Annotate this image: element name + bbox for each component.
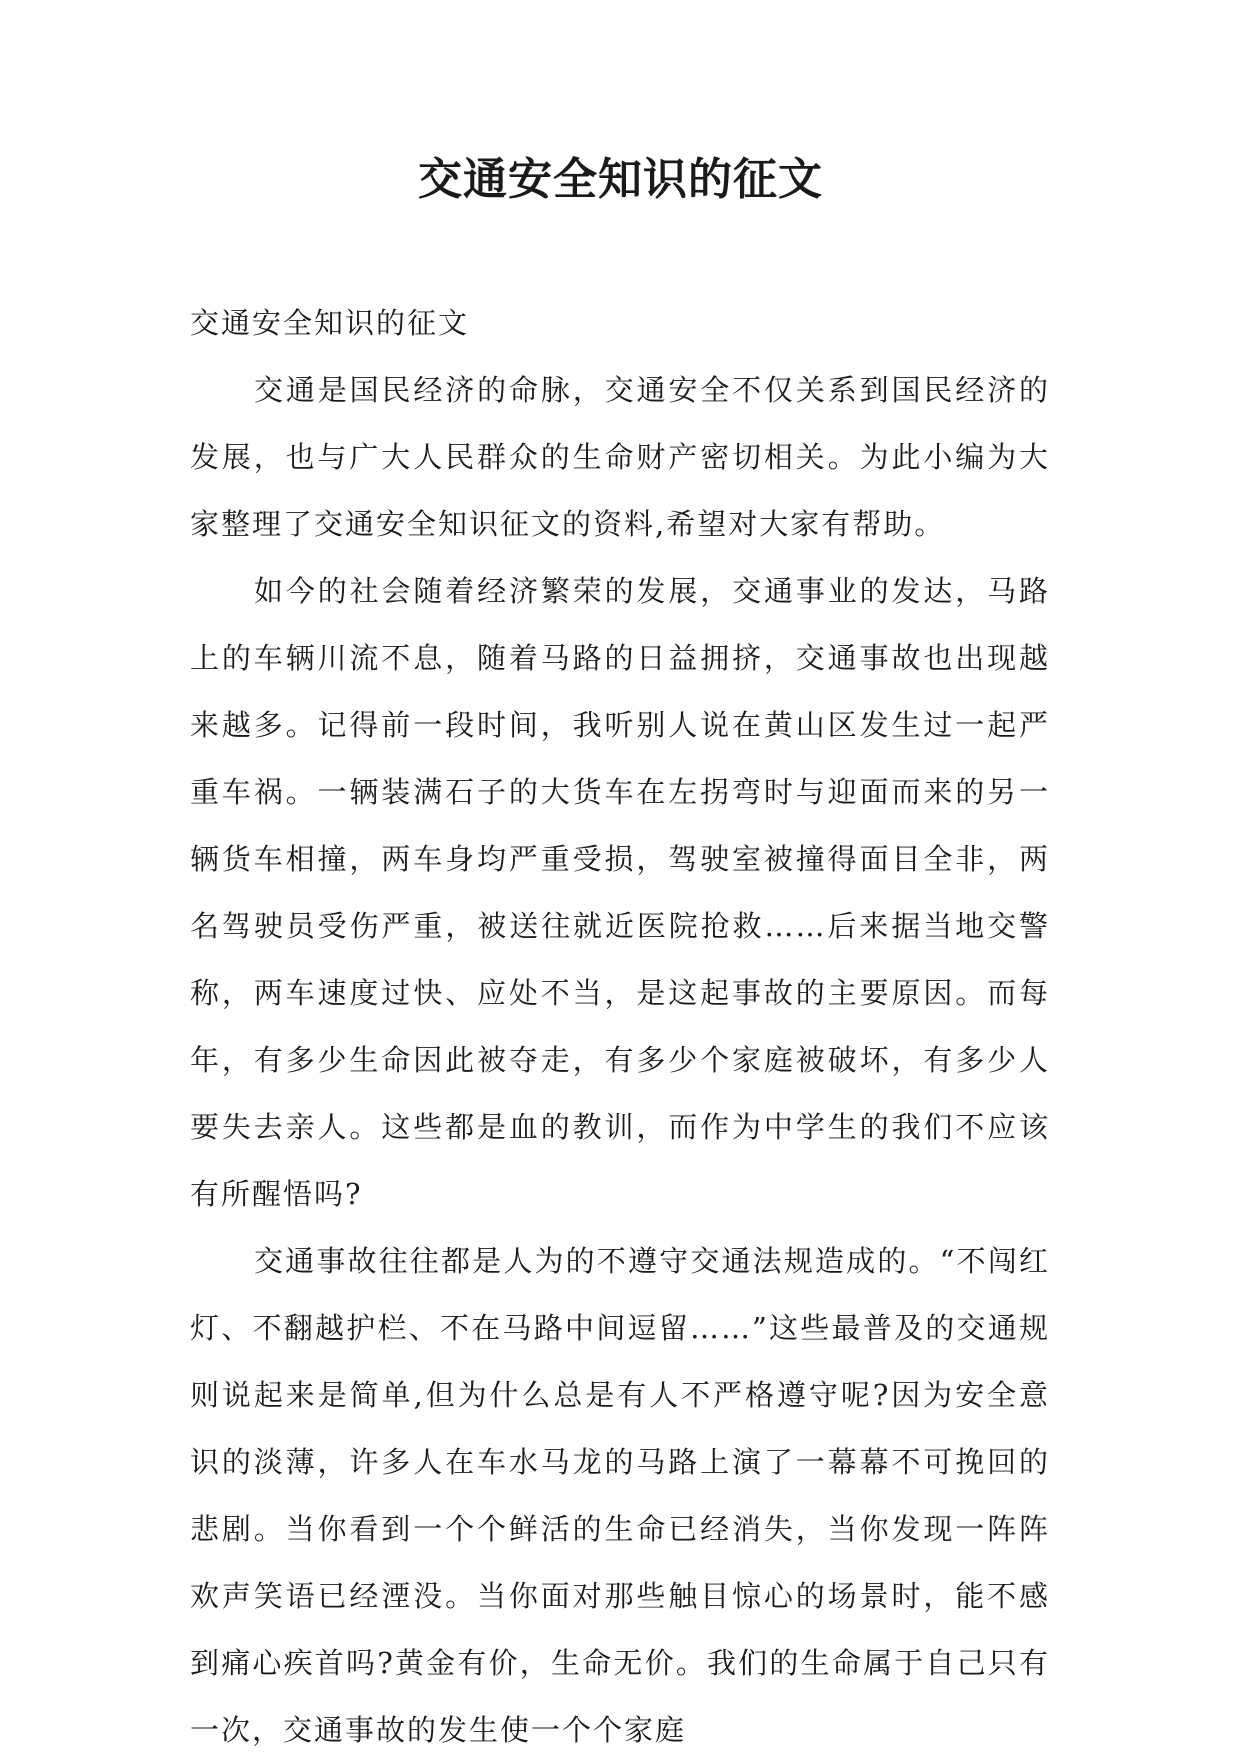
paragraph-accident-story: 如今的社会随着经济繁荣的发展，交通事业的发达，马路上的车辆川流不息，随着马路的日益拥挤，交通事故也出现越来越多。记得前一段时间，我听别人说在黄山区发生过一起严重车祸。一辆装满石子的大货车在左拐弯时与迎面而来的另一辆货车相撞，两车身均严重受损，驾驶室被撞得面目全非，两名驾驶员受伤严重，被送往就近医院抢救……后来据当地交警称，两车速度过快、应处不当，是这起事故的主要原因。而每年，有多少生命因此被夺走，有多少个家庭被破坏，有多少人要失去亲人。这些都是血的教训，而作为中学生的我们不应该有所醒悟吗?	[190, 574, 1050, 1211]
document-subtitle: 交通安全知识的征文	[190, 306, 470, 340]
document-title: 交通安全知识的征文	[418, 154, 823, 205]
paragraph-traffic-rules: 交通事故往往都是人为的不遵守交通法规造成的。“不闯红灯、不翻越护栏、不在马路中间逗留……”这些最普及的交通规则说起来是简单,但为什么总是有人不严格遵守呢?因为安全意识的淡薄，许多人在车水马龙的马路上演了一幕幕不可挽回的悲剧。当你看到一个个鲜活的生命已经消失，当你发现一阵阵欢声笑语已经湮没。当你面对那些触目惊心的场景时，能不感到痛心疾首吗?黄金有价，生命无价。我们的生命属于自己只有一次，交通事故的发生使一个个家庭	[190, 1244, 1050, 1747]
document-body	[190, 290, 1050, 1764]
paragraph-intro: 交通是国民经济的命脉，交通安全不仅关系到国民经济的发展，也与广大人民群众的生命财产密切相关。为此小编为大家整理了交通安全知识征文的资料,希望对大家有帮助。	[190, 373, 1050, 541]
